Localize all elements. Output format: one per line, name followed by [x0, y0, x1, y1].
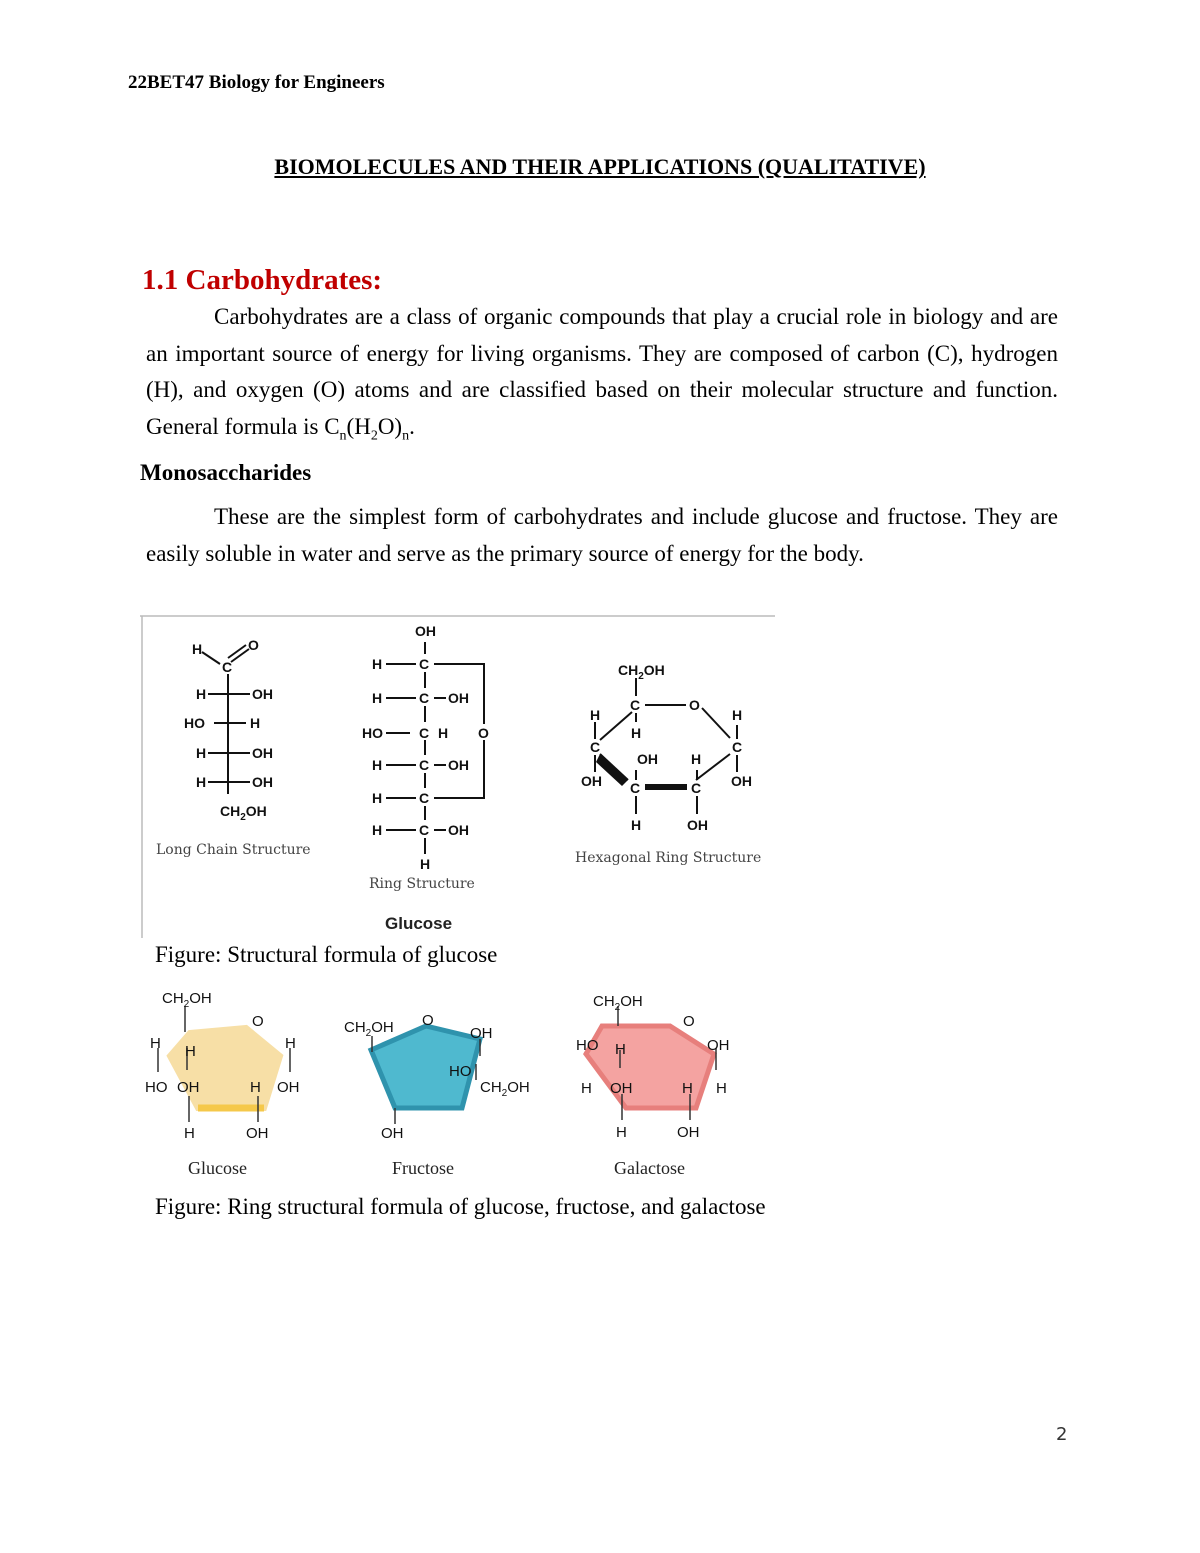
svg-text:OH: OH [687, 817, 708, 833]
general-formula: $C_n(H_2O)_n$. [324, 413, 415, 444]
svg-text:H: H [285, 1035, 296, 1052]
svg-text:OH: OH [581, 773, 602, 789]
figure1-caption: Figure: Structural formula of glucose [155, 942, 498, 967]
svg-text:H: H [185, 1043, 196, 1060]
svg-text:H: H [716, 1080, 727, 1097]
section-heading: 1.1 Carbohydrates: [142, 264, 383, 296]
sugar-rings-figure [140, 984, 740, 1189]
ring-structure-label: Ring Structure [369, 876, 475, 892]
svg-text:H: H [372, 757, 383, 773]
svg-text:CH2OH: $CH_2OH$ [344, 1019, 394, 1039]
galactose-ring [586, 1026, 714, 1108]
svg-text:O: O [422, 1012, 434, 1029]
svg-text:OH: OH [731, 773, 752, 789]
svg-text:O: O [252, 1013, 264, 1030]
svg-text:H: H [192, 641, 203, 657]
glucose-structure-figure [140, 612, 775, 938]
svg-text:C: C [419, 656, 430, 672]
svg-text:H: H [615, 1041, 626, 1058]
svg-text:OH: OH [448, 757, 469, 773]
page-number: 2 [1056, 1424, 1068, 1445]
svg-text:C: C [732, 739, 743, 755]
carbohydrates-paragraph [146, 299, 1058, 455]
svg-text:OH: OH [637, 751, 658, 767]
svg-text:C: C [419, 822, 430, 838]
svg-text:CH2OH: $CH_2OH$ [162, 990, 212, 1010]
svg-text:H: H [732, 707, 743, 723]
svg-text:H: H [616, 1124, 627, 1141]
fructose-ring-label: Fructose [392, 1158, 454, 1178]
svg-text:C: C [419, 690, 430, 706]
svg-text:H: H [631, 817, 642, 833]
svg-text:H: H [372, 790, 383, 806]
monosaccharides-paragraph: These are the simplest form of carbohydrates and include glucose and fructose. They are easily soluble in water and serve as the primary source of energy for the body. [146, 504, 1058, 566]
ring-structure [386, 642, 484, 854]
svg-text:C: C [419, 757, 430, 773]
svg-text:OH: OH [610, 1080, 633, 1097]
svg-text:H: H [590, 707, 601, 723]
svg-text:OH: OH [177, 1079, 200, 1096]
svg-text:C: C [630, 697, 641, 713]
svg-text:C: C [419, 725, 430, 741]
svg-text:H: H [631, 725, 642, 741]
svg-text:CH2OH: $CH_2OH$ [480, 1079, 530, 1099]
svg-text:HO: HO [184, 715, 205, 731]
svg-text:C: C [222, 659, 233, 675]
svg-text:H: H [250, 1079, 261, 1096]
svg-text:OH: OH [448, 690, 469, 706]
svg-text:HO: HO [449, 1063, 472, 1080]
svg-text:OH: OH [252, 686, 273, 702]
svg-text:C: C [691, 780, 702, 796]
svg-text:OH: OH [448, 822, 469, 838]
page-title: BIOMOLECULES AND THEIR APPLICATIONS (QUALITATIVE) [274, 154, 926, 179]
carbohydrates-text: Carbohydrates are a class of organic compounds that play a crucial role in biology and are an important source of energy for living organisms. They are composed of carbon (C), hydrogen (H), and oxygen (O) atoms and are classified based on their molecular structure and function. General formula is [146, 304, 1058, 439]
svg-text:H: H [196, 774, 207, 790]
svg-text:C: C [419, 790, 430, 806]
svg-text:H: H [691, 751, 702, 767]
glucose-ring-label: Glucose [188, 1158, 247, 1178]
svg-text:H: H [372, 690, 383, 706]
svg-text:C: C [590, 739, 601, 755]
svg-text:OH: OH [677, 1124, 700, 1141]
long-chain-label: Long Chain Structure [156, 842, 311, 858]
svg-text:OH: OH [707, 1037, 730, 1054]
svg-text:H: H [438, 725, 449, 741]
monosaccharides-heading: Monosaccharides [140, 460, 312, 485]
svg-text:OH: OH [252, 745, 273, 761]
galactose-ring-label: Galactose [614, 1158, 685, 1178]
svg-text:OH: OH [381, 1125, 404, 1142]
svg-text:OH: OH [246, 1125, 269, 1142]
svg-text:H: H [372, 822, 383, 838]
hexagonal-ring-label: Hexagonal Ring Structure [575, 850, 762, 866]
svg-text:OH: OH [415, 623, 436, 639]
svg-text:H: H [372, 656, 383, 672]
svg-text:O: O [683, 1013, 695, 1030]
svg-text:CH2OH: $CH_2OH$ [593, 993, 643, 1013]
svg-text:O: O [248, 637, 259, 653]
svg-text:H: H [682, 1080, 693, 1097]
svg-text:HO: HO [145, 1079, 168, 1096]
svg-text:H: H [150, 1035, 161, 1052]
hexagonal-ring-structure [595, 678, 737, 814]
svg-text:HO: HO [576, 1037, 599, 1054]
svg-text:H: H [250, 715, 261, 731]
svg-text:H: H [581, 1080, 592, 1097]
svg-text:OH: OH [277, 1079, 300, 1096]
svg-text:H: H [184, 1125, 195, 1142]
svg-text:CH2OH: $CH_2OH$ [618, 662, 665, 682]
svg-text:HO: HO [362, 725, 383, 741]
svg-text:O: O [478, 725, 489, 741]
svg-text:C: C [630, 780, 641, 796]
figure2-caption: Figure: Ring structural formula of glucose, fructose, and galactose [155, 1194, 766, 1219]
svg-text:CH2OH: $CH_2OH$ [220, 803, 267, 823]
svg-text:OH: OH [470, 1025, 493, 1042]
svg-text:H: H [196, 686, 207, 702]
svg-text:O: O [689, 697, 700, 713]
glucose-figure-label: Glucose [385, 914, 453, 933]
svg-text:OH: OH [252, 774, 273, 790]
svg-text:H: H [196, 745, 207, 761]
course-header: 22BET47 Biology for Engineers [128, 72, 385, 93]
svg-text:H: H [420, 856, 431, 872]
